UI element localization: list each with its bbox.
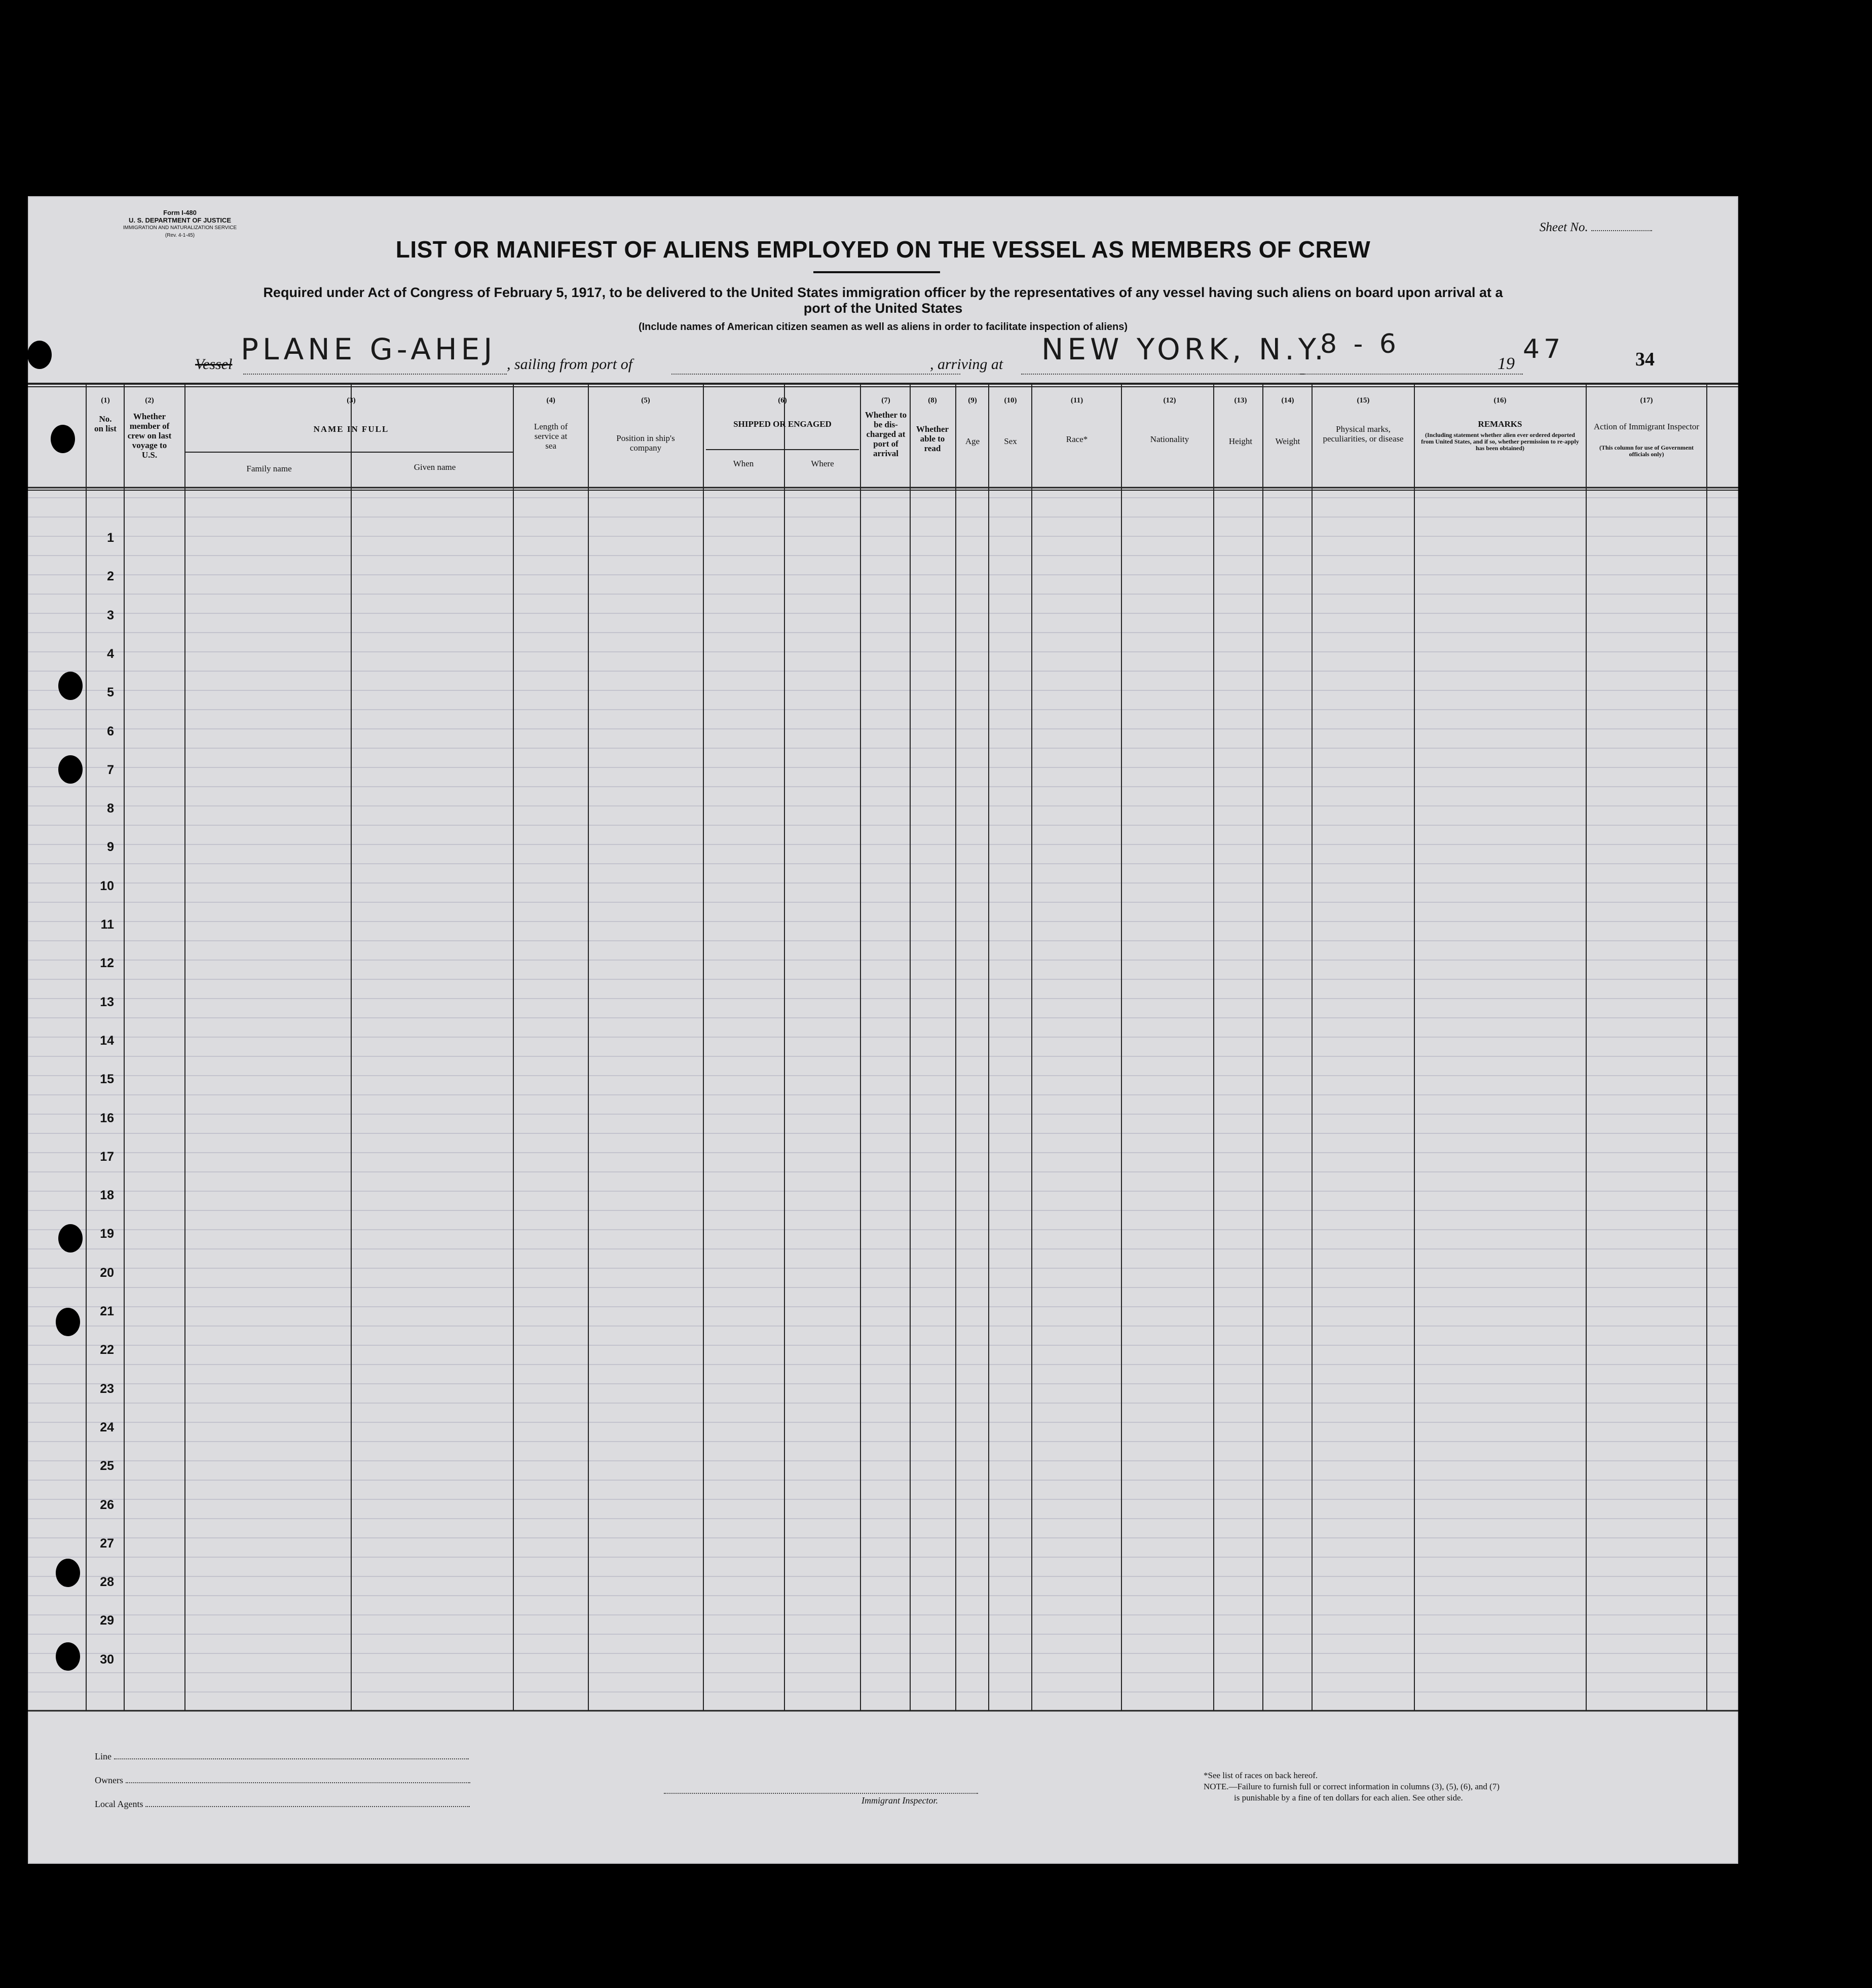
footer-owners-label: Owners [95, 1775, 123, 1785]
row-number: 26 [100, 1497, 114, 1512]
include-note: (Include names of American citizen seamen as well as aliens in order to facilitate inspection of aliens) [638, 321, 1128, 333]
col-num-16: (16) [1493, 396, 1507, 404]
arriving-label: , arriving at [930, 356, 1003, 373]
header-lines [28, 384, 1738, 1711]
row-number: 16 [100, 1111, 114, 1125]
subheader-where: Where [811, 459, 834, 468]
row-number: 30 [100, 1652, 114, 1667]
row-number: 6 [107, 724, 114, 739]
punch-hole [56, 1308, 80, 1336]
row-number: 29 [100, 1613, 114, 1628]
row-number: 7 [107, 762, 114, 777]
row-number: 17 [100, 1149, 114, 1164]
col-num-8: (8) [928, 396, 937, 404]
row-number: 15 [100, 1072, 114, 1087]
row-number: 9 [107, 840, 114, 855]
col-num-3: (3) [347, 396, 356, 404]
column-lines [86, 385, 1707, 1711]
row-number: 11 [100, 917, 114, 932]
col-header-height: Height [1228, 436, 1253, 446]
footer-agents-label: Local Agents [95, 1799, 143, 1809]
punch-hole [27, 341, 52, 369]
punch-hole [56, 1642, 80, 1671]
sheet-no-label: Sheet No. [1539, 220, 1588, 234]
footer-agents-field [95, 1799, 470, 1810]
col-header-no-on-list: No. on list [94, 414, 117, 433]
col-header-shipped-or-engaged: SHIPPED OR ENGAGED [733, 419, 832, 429]
row-number: 18 [100, 1188, 114, 1203]
inspector-label: Immigrant Inspector. [862, 1795, 938, 1806]
row-number: 1 [107, 531, 114, 545]
col-num-13: (13) [1234, 396, 1247, 404]
row-number: 20 [100, 1265, 114, 1280]
vessel-value[interactable]: PLANE G-AHEJ [241, 332, 497, 366]
row-number: 8 [107, 801, 114, 816]
col-header-race: Race* [1066, 434, 1088, 444]
row-number: 3 [107, 608, 114, 622]
col-header-member-of-crew: Whether member of crew on last voyage to U.S. [127, 412, 172, 460]
col-header-able-to-read: Whether able to read [916, 424, 949, 453]
row-number: 19 [100, 1227, 114, 1241]
form-number: Form I-480 [163, 209, 197, 216]
row-number: 24 [100, 1420, 114, 1434]
punch-hole [58, 755, 83, 784]
row-number: 5 [107, 685, 114, 700]
page-title: LIST OR MANIFEST OF ALIENS EMPLOYED ON THE VESSEL AS MEMBERS OF CREW [395, 236, 1371, 263]
inspector-signature-line[interactable] [664, 1793, 978, 1794]
footer-line-label: Line [95, 1751, 111, 1761]
row-number: 14 [100, 1033, 114, 1048]
col-num-17: (17) [1640, 396, 1653, 404]
requirement-line-1: Required under Act of Congress of February 5, 1917, to be delivered to the United States immigration officer by the representatives of any vessel having such aliens on board upon arrival at a [263, 285, 1503, 300]
col-subheader-action: (This column for use of Government officials only) [1599, 444, 1694, 458]
col-header-action-of-inspector: Action of Immigrant Inspector [1593, 422, 1700, 431]
row-number: 22 [100, 1343, 114, 1357]
requirement-line-2: port of the United States [803, 301, 963, 316]
row-number: 13 [100, 995, 114, 1009]
col-header-age: Age [965, 436, 980, 446]
race-footnote: *See list of races on back hereof. [1204, 1771, 1318, 1780]
footer-owners-field [95, 1775, 470, 1786]
punch-hole [51, 425, 75, 453]
col-header-length-of-service: Length of service at sea [534, 422, 568, 451]
footer-line-blank[interactable] [114, 1758, 469, 1759]
col-header-nationality: Nationality [1150, 434, 1189, 444]
col-num-11: (11) [1070, 396, 1083, 404]
row-number: 28 [100, 1575, 114, 1590]
sheet-number: 34 [1635, 349, 1655, 370]
col-num-14: (14) [1281, 396, 1294, 404]
form-revision: (Rev. 4-1-45) [165, 233, 195, 238]
arriving-value[interactable]: NEW YORK, N.Y. [1041, 332, 1328, 366]
ruled-lines [28, 498, 1738, 1711]
col-num-5: (5) [641, 396, 650, 404]
row-number: 2 [107, 569, 114, 584]
row-number: 4 [107, 646, 114, 661]
col-header-remarks: REMARKS [1478, 419, 1522, 429]
subheader-given-name: Given name [414, 462, 456, 472]
punch-hole [58, 672, 83, 700]
year-prefix: 19 [1497, 354, 1515, 373]
row-number: 25 [100, 1459, 114, 1474]
punch-hole [58, 1224, 83, 1253]
col-num-10: (10) [1004, 396, 1017, 404]
col-num-15: (15) [1357, 396, 1370, 404]
col-header-discharged: Whether to be dis-charged at port of arrival [865, 410, 907, 458]
service-name: IMMIGRATION AND NATURALIZATION SERVICE [123, 225, 237, 231]
col-num-7: (7) [881, 396, 890, 404]
footer-owners-blank[interactable] [126, 1782, 470, 1783]
note-line-1: NOTE.—Failure to furnish full or correct information in columns (3), (5), (6), and (7) [1204, 1782, 1500, 1791]
row-number: 23 [100, 1381, 114, 1396]
subheader-when: When [733, 459, 754, 468]
col-subheader-remarks: (Including statement whether alien ever ordered deported from United States, and if so, whether permission to re-apply has been obtained) [1421, 431, 1579, 452]
footer-line-field [95, 1751, 469, 1762]
year-value[interactable]: 47 [1523, 334, 1565, 364]
note-line-2: is punishable by a fine of ten dollars for each alien. See other side. [1234, 1793, 1463, 1802]
col-header-physical-marks: Physical marks, peculiarities, or disease [1323, 424, 1404, 444]
vessel-label: Vessel [195, 356, 233, 373]
punch-hole [56, 1559, 80, 1587]
col-header-weight: Weight [1275, 436, 1300, 446]
department-name: U. S. DEPARTMENT OF JUSTICE [129, 216, 231, 224]
row-number: 21 [100, 1304, 114, 1318]
col-header-sex: Sex [1004, 436, 1017, 446]
col-num-1: (1) [101, 396, 110, 404]
row-number: 12 [100, 956, 114, 971]
row-number: 10 [100, 878, 114, 893]
date-value[interactable]: 8 - 6 [1320, 329, 1400, 359]
col-num-6: (6) [778, 396, 787, 404]
footer-agents-blank[interactable] [145, 1806, 470, 1807]
manifest-sheet [28, 196, 1738, 1864]
sailing-label: , sailing from port of [507, 356, 633, 373]
col-header-name-in-full: NAME IN FULL [313, 424, 389, 434]
col-num-9: (9) [968, 396, 977, 404]
col-header-position: Position in ship's company [616, 433, 675, 453]
subheader-family-name: Family name [246, 464, 292, 473]
row-number: 27 [100, 1536, 114, 1551]
col-num-2: (2) [145, 396, 154, 404]
col-num-4: (4) [546, 396, 555, 404]
col-num-12: (12) [1163, 396, 1176, 404]
